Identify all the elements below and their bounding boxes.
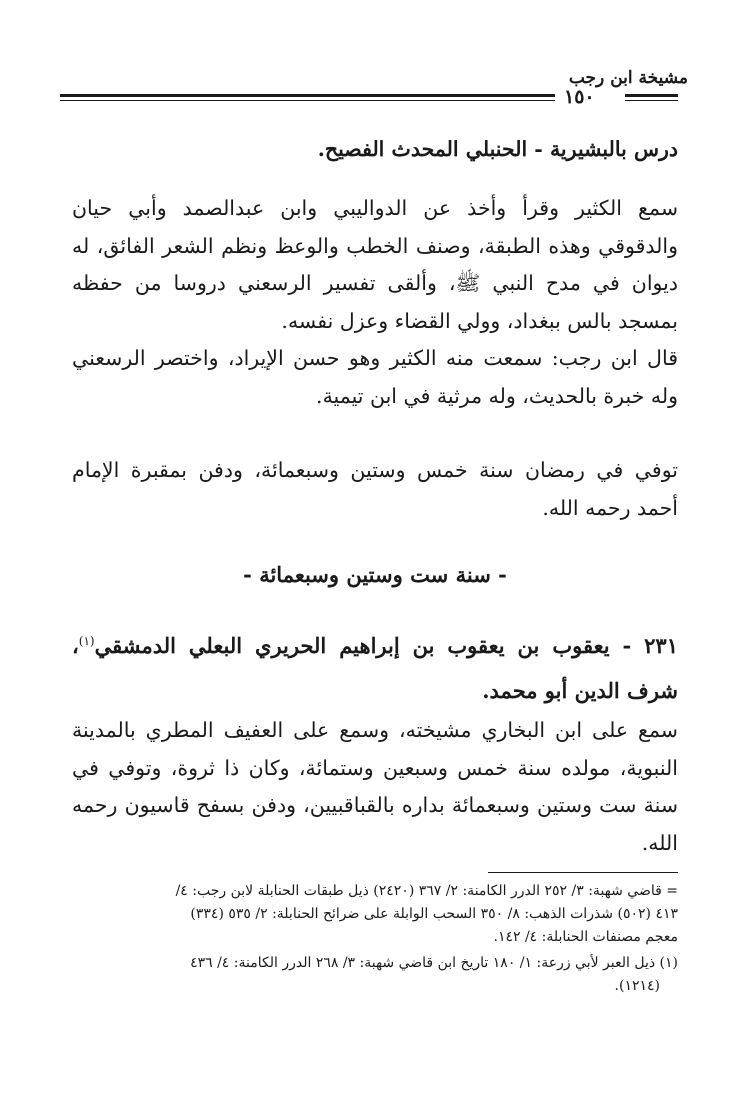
section-heading: - سنة ست وستين وسبعمائة - [243, 562, 507, 587]
paragraph-5: سمع على ابن البخاري مشيخته، وسمع على العفيف المطري بالمدينة النبوية، مولده سنة خمس وسبعين وستمائة، وكان ذا ثروة، وتوفي في سنة ست وستين وسبعمائة بداره بالقباقبيين، ودفن بسفح قاسيون رحمه الله. [72, 718, 678, 855]
header-rule-left-thin [625, 100, 678, 101]
paragraph-1: درس بالبشيرية - الحنبلي المحدث الفصيح. [317, 137, 678, 161]
footnote-marker[interactable]: (١) [78, 634, 95, 648]
running-head: مشيخة ابن رجب [568, 68, 688, 88]
entry-231-title: ٢٣١ - يعقوب بن يعقوب بن إبراهيم الحريري البعلي الدمشقي [94, 633, 678, 658]
footnote-continuation-line-1: = قاضي شهبة: ٣/ ٢٥٢ الدرر الكامنة: ٢/ ٣٦٧ (٢٤٢٠) ذيل طبقات الحنابلة لابن رجب: ٤/ [175, 883, 678, 899]
header-rule-right-thick [60, 94, 555, 97]
footnote-continuation-line-3: معجم مصنفات الحنابلة: ٤/ ١٤٢. [493, 929, 678, 945]
paragraph-3: قال ابن رجب: سمعت منه الكثير وهو حسن الإيراد، واختصر الرسعني وله خبرة بالحديث، وله مرثية في ابن تيمية. [72, 346, 678, 408]
page-number: ١٥٠ [564, 86, 595, 108]
footnote-continuation-line-2: ٤١٣ (٥٠٢) شذرات الذهب: ٨/ ٣٥٠ السحب الوابلة على ضرائح الحنابلة: ٢/ ٥٣٥ (٣٣٤) [190, 906, 678, 922]
header-rule-left-thick [625, 94, 678, 97]
footnote-1-line-1: (١) ذيل العبر لأبي زرعة: ١/ ١٨٠ تاريخ ابن قاضي شهبة: ٣/ ٢٦٨ الدرر الكامنة: ٤/ ٤٣٦ [190, 955, 678, 971]
paragraph-2: سمع الكثير وقرأ وأخذ عن الدواليبي وابن عبدالصمد وأبي حيان والدقوقي وهذه الطبقة، وصنف الخطب والوعظ ونظم الشعر الفائق، له ديوان في مدح النبي ﷺ، وألقى تفسير الرسعني دروسا من حفظه بمسجد بالس ببغداد، وولي القضاء وعزل نفسه. [72, 196, 678, 333]
entry-231-title-rest: ، شرف الدين أبو محمد. [72, 633, 678, 703]
entry-231-heading [72, 619, 678, 713]
header-rule-right-thin [60, 100, 555, 101]
paragraph-4: توفي في رمضان سنة خمس وستين وسبعمائة، ودفن بمقبرة الإمام أحمد رحمه الله. [72, 458, 678, 520]
footnote-rule [488, 872, 678, 873]
footnote-1-line-2: (١٢١٤). [614, 978, 660, 994]
